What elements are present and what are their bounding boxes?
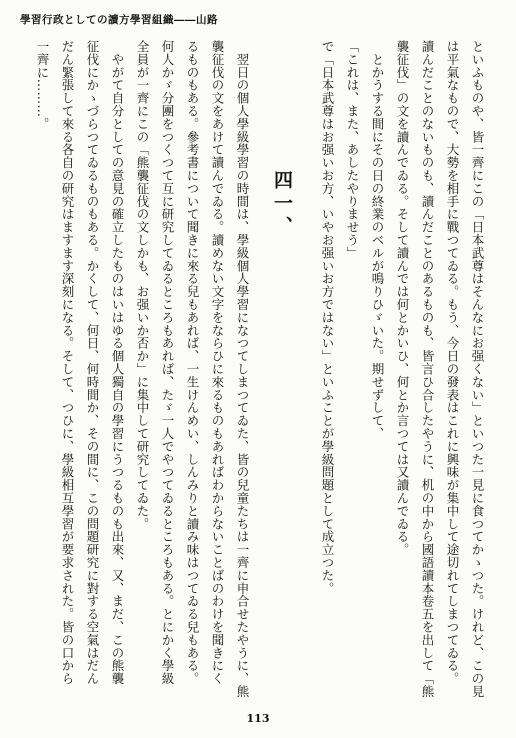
page-number: 113 bbox=[246, 712, 270, 725]
text-column: 襲征伐の文をあけて讀んでゐる。讀めない文字をならひに來るものもあればわからないことばのわけを聞きにく bbox=[210, 40, 225, 685]
text-column: で「日本武尊はお强いお方、いやお强いお方ではない」といふことが學級問題として成立つた。 bbox=[320, 40, 335, 595]
text-column: 翌日の個人學級學習の時間は、學級個人學習になつてしまつてゐた、皆の兒童たちは一齊に申合せたやうに、熊 bbox=[235, 40, 250, 698]
text-column: 一齊に………。 bbox=[35, 40, 50, 131]
text-column: は平氣なもので、大勢を相手に戰つてゐる。もう、今日の發表はこれに興味が集中して途切れてしまつてゐる。 bbox=[445, 40, 460, 685]
text-column: といふものや、皆一齊にこの「日本武尊はそんなにお强くない」といつた一見に食つてかゝつた。けれど、この見 bbox=[470, 40, 485, 698]
body-text bbox=[18, 40, 498, 700]
text-column: 何人かゞ分團をつくつて互に研究してゐるところもあれば、たゞ一人でやつてゐるところもある。とにかく學級 bbox=[160, 40, 175, 685]
text-column: 「これは、また、あしたやりませう」 bbox=[345, 40, 360, 260]
running-head: 學習行政としての讀方學習組織――山路 bbox=[20, 14, 218, 26]
text-column: 襲征伐」の文を讀んでゐる。そして讀んでは何とかいひ、何とか言つては又讀んでゐる。 bbox=[395, 40, 410, 556]
text-column: 全員が一齊にこの「熊襲征伐の文しかも、お强いか否か」に集中して研究してゐた。 bbox=[135, 40, 150, 531]
section-heading: 四一、 bbox=[271, 170, 293, 239]
text-column: 征伐にかゝづらつてゐるものもある。かくして、何日、何時間か、その間に、この問題研究に對する空氣はだん bbox=[85, 40, 100, 685]
text-column: だん緊張して來る各自の研究はますます深刻になる。そして、つひに、學級相互學習が要求された。皆の口から bbox=[60, 40, 75, 685]
text-column: やがて自分としての意見の確立したものはいはゆる個人獨自の學習にうつるものも出來、又、まだ、この熊襲 bbox=[110, 40, 125, 685]
text-column: るものもある。參考書について聞きに來る兒もあれば、一生けんめい、しんみりと讀み味はつてゐる兒もある。 bbox=[185, 40, 200, 685]
text-column: 讀んだことのないものも、讀んだことのあるものも、皆言ひ合したやうに、机の中から國語讀本卷五を出して「熊 bbox=[420, 40, 435, 698]
text-column: とかうする間にその日の終業のベルが鳴りひゞいた。期せずして、 bbox=[370, 40, 385, 440]
